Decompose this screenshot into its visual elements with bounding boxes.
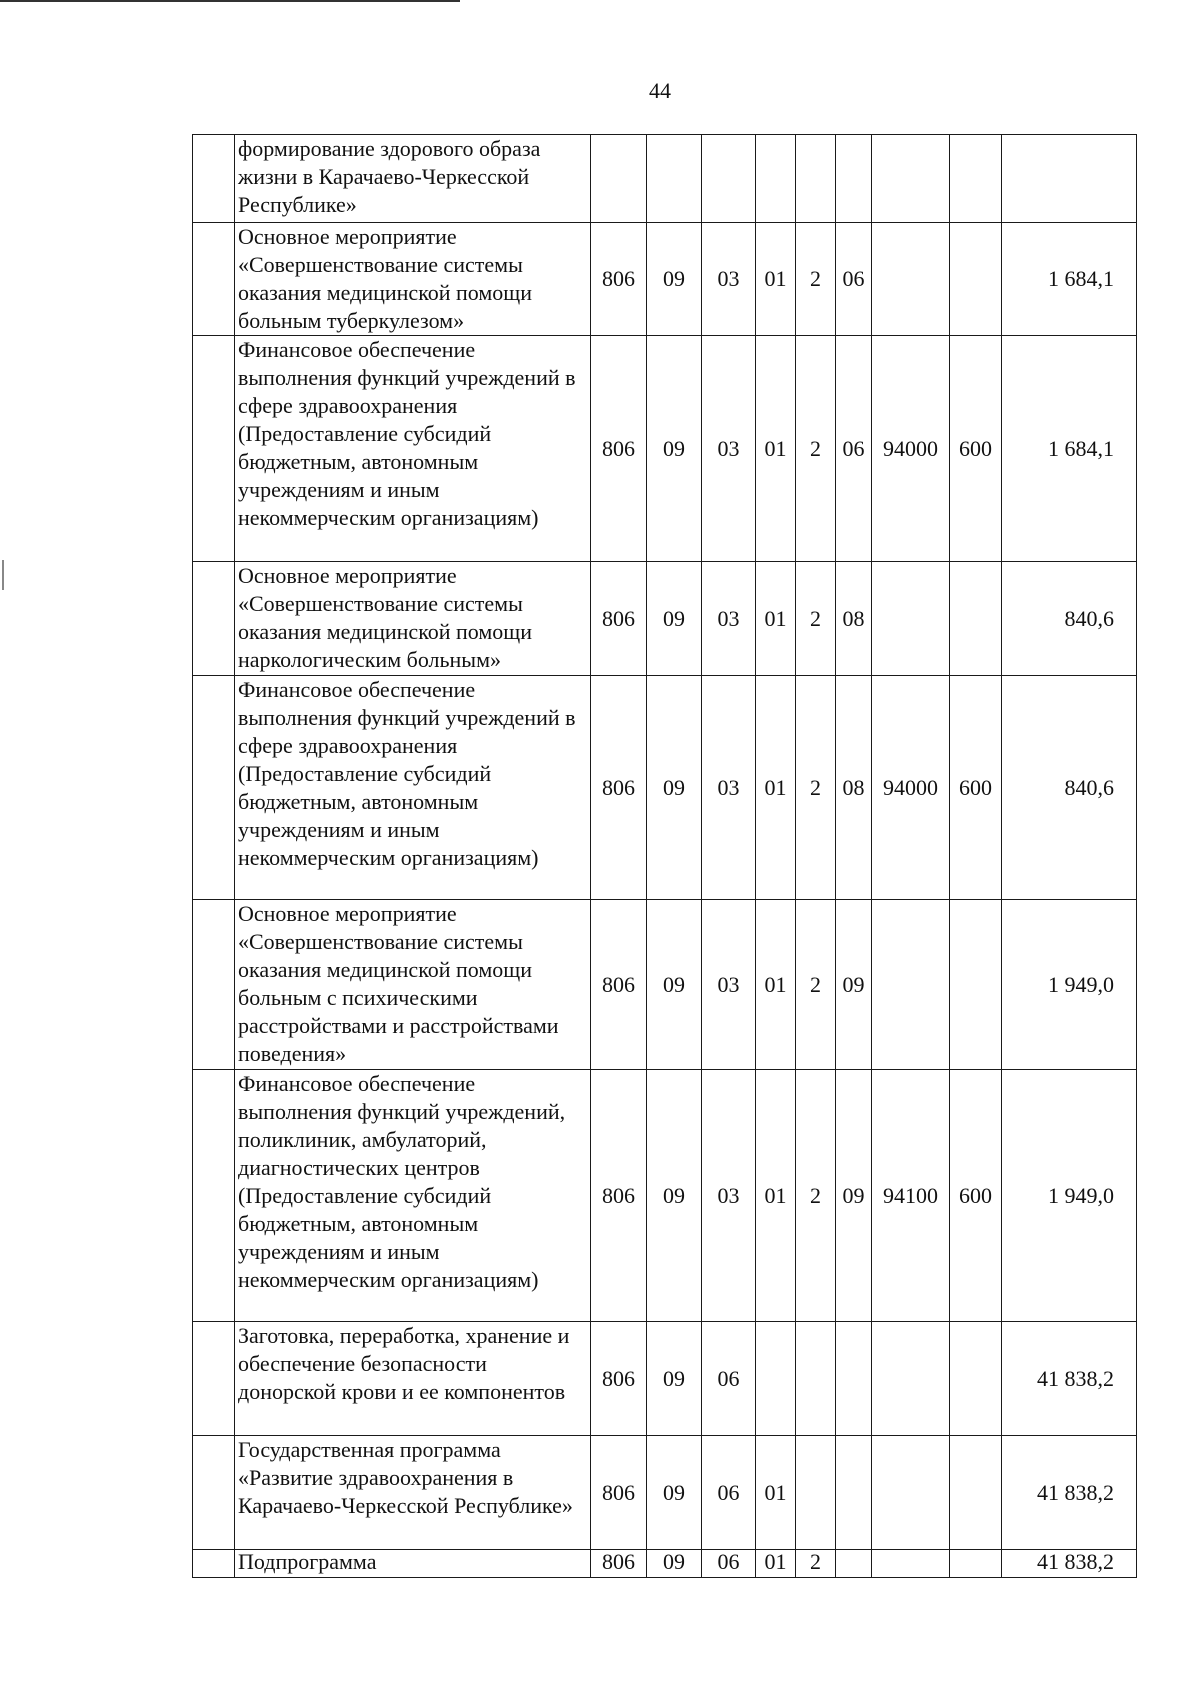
expense-type-cell bbox=[950, 562, 1002, 676]
program-cell: 01 bbox=[756, 1436, 796, 1550]
event-cell: 08 bbox=[836, 562, 872, 676]
subsection-cell: 03 bbox=[702, 1070, 756, 1322]
section-cell: 09 bbox=[647, 1436, 702, 1550]
program-cell bbox=[756, 1322, 796, 1436]
section-cell: 09 bbox=[647, 900, 702, 1070]
direction-cell bbox=[872, 1322, 950, 1436]
budget-table bbox=[192, 134, 1137, 1578]
description-cell: Финансовое обеспечение выполнения функций учреждений, поликлиник, амбулаторий, диагностических центров (Предоставление субсидий бюджетным, автономным учреждениям и иным некоммерческим организациям) bbox=[235, 1070, 591, 1322]
top-scan-rule bbox=[0, 0, 460, 2]
subsection-cell: 06 bbox=[702, 1322, 756, 1436]
subprogram-cell: 2 bbox=[796, 562, 836, 676]
amount-cell: 1 684,1 bbox=[1002, 223, 1137, 336]
table-row bbox=[193, 1436, 1137, 1550]
amount-cell: 41 838,2 bbox=[1002, 1550, 1137, 1578]
event-cell: 08 bbox=[836, 676, 872, 900]
number-cell bbox=[193, 135, 235, 223]
number-cell bbox=[193, 1550, 235, 1578]
event-cell: 09 bbox=[836, 900, 872, 1070]
expense-type-cell bbox=[950, 900, 1002, 1070]
direction-cell bbox=[872, 1436, 950, 1550]
table-row bbox=[193, 336, 1137, 562]
event-cell: 06 bbox=[836, 223, 872, 336]
amount-cell: 840,6 bbox=[1002, 676, 1137, 900]
program-cell: 01 bbox=[756, 1070, 796, 1322]
subprogram-cell: 2 bbox=[796, 900, 836, 1070]
expense-type-cell bbox=[950, 1322, 1002, 1436]
subprogram-cell: 2 bbox=[796, 336, 836, 562]
section-cell: 09 bbox=[647, 1070, 702, 1322]
ministry-cell: 806 bbox=[591, 1322, 647, 1436]
subprogram-cell: 2 bbox=[796, 676, 836, 900]
expense-type-cell bbox=[950, 135, 1002, 223]
subsection-cell: 03 bbox=[702, 562, 756, 676]
ministry-cell: 806 bbox=[591, 1550, 647, 1578]
expense-type-cell: 600 bbox=[950, 676, 1002, 900]
section-cell bbox=[647, 135, 702, 223]
subsection-cell: 03 bbox=[702, 676, 756, 900]
table-row bbox=[193, 676, 1137, 900]
subsection-cell: 03 bbox=[702, 336, 756, 562]
ministry-cell: 806 bbox=[591, 223, 647, 336]
amount-cell: 41 838,2 bbox=[1002, 1436, 1137, 1550]
table-row bbox=[193, 1070, 1137, 1322]
program-cell: 01 bbox=[756, 223, 796, 336]
event-cell bbox=[836, 1550, 872, 1578]
section-cell: 09 bbox=[647, 336, 702, 562]
direction-cell bbox=[872, 562, 950, 676]
direction-cell bbox=[872, 223, 950, 336]
section-cell: 09 bbox=[647, 676, 702, 900]
scan-edge-mark bbox=[2, 560, 4, 590]
event-cell bbox=[836, 1322, 872, 1436]
program-cell: 01 bbox=[756, 1550, 796, 1578]
number-cell bbox=[193, 1070, 235, 1322]
direction-cell bbox=[872, 900, 950, 1070]
expense-type-cell: 600 bbox=[950, 336, 1002, 562]
table-row bbox=[193, 1550, 1137, 1578]
table-row bbox=[193, 900, 1137, 1070]
section-cell: 09 bbox=[647, 562, 702, 676]
event-cell bbox=[836, 135, 872, 223]
event-cell: 09 bbox=[836, 1070, 872, 1322]
subprogram-cell bbox=[796, 1436, 836, 1550]
ministry-cell: 806 bbox=[591, 336, 647, 562]
number-cell bbox=[193, 1436, 235, 1550]
description-cell: формирование здорового образа жизни в Карачаево-Черкесской Республике» bbox=[235, 135, 591, 223]
program-cell: 01 bbox=[756, 900, 796, 1070]
expense-type-cell bbox=[950, 1436, 1002, 1550]
page-number: 44 bbox=[649, 78, 671, 103]
description-cell: Основное мероприятие «Совершенствование системы оказания медицинской помощи больным с психическими расстройствами и расстройствами поведения» bbox=[235, 900, 591, 1070]
direction-cell: 94000 bbox=[872, 676, 950, 900]
description-cell: Государственная программа «Развитие здравоохранения в Карачаево-Черкесской Республике» bbox=[235, 1436, 591, 1550]
number-cell bbox=[193, 562, 235, 676]
ministry-cell: 806 bbox=[591, 1070, 647, 1322]
table-row bbox=[193, 223, 1137, 336]
number-cell bbox=[193, 1322, 235, 1436]
ministry-cell: 806 bbox=[591, 676, 647, 900]
expense-type-cell bbox=[950, 1550, 1002, 1578]
section-cell: 09 bbox=[647, 1550, 702, 1578]
description-cell: Финансовое обеспечение выполнения функций учреждений в сфере здравоохранения (Предоставление субсидий бюджетным, автономным учреждениям и иным некоммерческим организациям) bbox=[235, 336, 591, 562]
ministry-cell: 806 bbox=[591, 562, 647, 676]
table-row bbox=[193, 562, 1137, 676]
section-cell: 09 bbox=[647, 1322, 702, 1436]
subprogram-cell: 2 bbox=[796, 1070, 836, 1322]
description-cell: Заготовка, переработка, хранение и обеспечение безопасности донорской крови и ее компонентов bbox=[235, 1322, 591, 1436]
program-cell bbox=[756, 135, 796, 223]
description-cell: Подпрограмма bbox=[235, 1550, 591, 1578]
table-row bbox=[193, 1322, 1137, 1436]
event-cell bbox=[836, 1436, 872, 1550]
description-cell: Финансовое обеспечение выполнения функций учреждений в сфере здравоохранения (Предоставление субсидий бюджетным, автономным учреждениям и иным некоммерческим организациям) bbox=[235, 676, 591, 900]
subprogram-cell bbox=[796, 135, 836, 223]
number-cell bbox=[193, 676, 235, 900]
section-cell: 09 bbox=[647, 223, 702, 336]
direction-cell bbox=[872, 1550, 950, 1578]
expense-type-cell: 600 bbox=[950, 1070, 1002, 1322]
subsection-cell: 06 bbox=[702, 1550, 756, 1578]
amount-cell: 840,6 bbox=[1002, 562, 1137, 676]
number-cell bbox=[193, 223, 235, 336]
event-cell: 06 bbox=[836, 336, 872, 562]
amount-cell: 1 949,0 bbox=[1002, 900, 1137, 1070]
subprogram-cell: 2 bbox=[796, 1550, 836, 1578]
number-cell bbox=[193, 336, 235, 562]
ministry-cell: 806 bbox=[591, 1436, 647, 1550]
table-row bbox=[193, 135, 1137, 223]
direction-cell: 94100 bbox=[872, 1070, 950, 1322]
amount-cell: 1 684,1 bbox=[1002, 336, 1137, 562]
ministry-cell bbox=[591, 135, 647, 223]
number-cell bbox=[193, 900, 235, 1070]
amount-cell bbox=[1002, 135, 1137, 223]
amount-cell: 1 949,0 bbox=[1002, 1070, 1137, 1322]
direction-cell bbox=[872, 135, 950, 223]
amount-cell: 41 838,2 bbox=[1002, 1322, 1137, 1436]
description-cell: Основное мероприятие «Совершенствование системы оказания медицинской помощи больным туберкулезом» bbox=[235, 223, 591, 336]
subsection-cell: 03 bbox=[702, 223, 756, 336]
ministry-cell: 806 bbox=[591, 900, 647, 1070]
direction-cell: 94000 bbox=[872, 336, 950, 562]
program-cell: 01 bbox=[756, 562, 796, 676]
program-cell: 01 bbox=[756, 336, 796, 562]
subsection-cell: 03 bbox=[702, 900, 756, 1070]
program-cell: 01 bbox=[756, 676, 796, 900]
description-cell: Основное мероприятие «Совершенствование системы оказания медицинской помощи наркологическим больным» bbox=[235, 562, 591, 676]
subprogram-cell: 2 bbox=[796, 223, 836, 336]
subprogram-cell bbox=[796, 1322, 836, 1436]
subsection-cell: 06 bbox=[702, 1436, 756, 1550]
expense-type-cell bbox=[950, 223, 1002, 336]
subsection-cell bbox=[702, 135, 756, 223]
